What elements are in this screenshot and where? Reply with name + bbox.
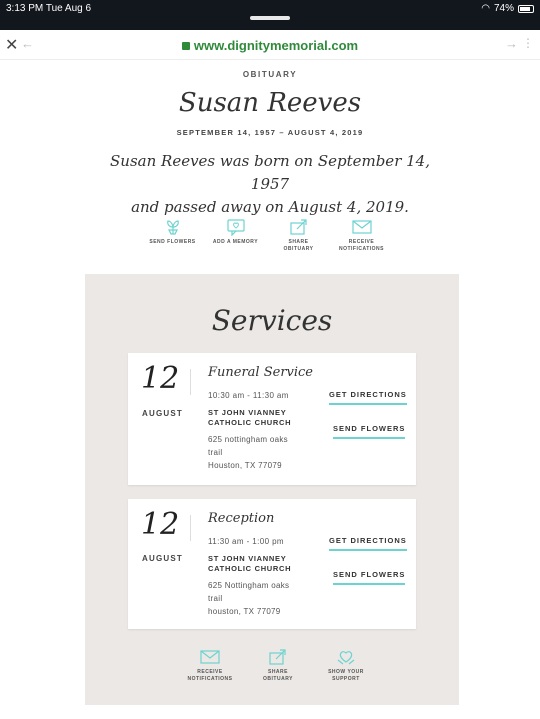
status-time: 3:13 PM Tue Aug 6 (6, 3, 92, 14)
more-icon[interactable]: ⋮ (522, 36, 534, 50)
lock-icon (182, 42, 190, 50)
service-day: 12 (141, 361, 180, 396)
service-location (208, 408, 318, 428)
share-obituary-action[interactable] (248, 648, 308, 683)
service-address (208, 433, 308, 472)
action-label: SHARE OBITUARY (283, 239, 314, 252)
send-flowers-link[interactable]: SEND FLOWERS (333, 424, 405, 439)
support-icon (336, 648, 356, 666)
location-line: CATHOLIC CHURCH (208, 564, 292, 573)
flowers-icon (163, 218, 183, 236)
service-day: 12 (141, 507, 180, 542)
location-line: ST JOHN VIANNEY (208, 554, 287, 563)
battery-percent: 74% (493, 3, 514, 14)
show-support-action[interactable] (316, 648, 376, 683)
send-flowers-action[interactable] (146, 218, 199, 253)
obituary-eyebrow: OBITUARY (242, 70, 298, 79)
share-icon (268, 648, 288, 666)
envelope-icon (352, 218, 372, 236)
address-line: trail (208, 448, 223, 457)
status-bar (0, 0, 540, 30)
action-label: SEND FLOWERS (149, 239, 196, 245)
action-label: RECEIVE NOTIFICATIONS (187, 669, 233, 682)
address-line: 625 Nottingham oaks (208, 581, 290, 590)
get-directions-link[interactable]: GET DIRECTIONS (329, 390, 407, 405)
service-month: AUGUST (142, 554, 183, 563)
address-line: houston, TX 77079 (208, 607, 281, 616)
address-line: 625 nottingham oaks (208, 435, 288, 444)
service-name: Funeral Service (208, 365, 314, 380)
obituary-actions (146, 218, 388, 253)
service-address (208, 579, 308, 618)
bio-line: Susan Reeves was born on September 14, 1957 (110, 152, 430, 193)
address-line: trail (208, 594, 223, 603)
forward-arrow-icon[interactable]: → (505, 36, 518, 51)
multitask-handle[interactable] (250, 16, 290, 20)
bio-line: and passed away on August 4, 2019. (131, 198, 409, 216)
service-card (128, 499, 416, 629)
service-time: 10:30 am - 11:30 am (208, 391, 289, 400)
deceased-name: Susan Reeves (178, 88, 362, 118)
share-obituary-action[interactable] (272, 218, 325, 253)
close-icon[interactable]: ✕ (5, 37, 19, 54)
services-actions (180, 648, 376, 683)
action-label: RECEIVE NOTIFICATIONS (338, 239, 384, 252)
card-divider (190, 369, 191, 395)
envelope-icon (200, 648, 220, 666)
service-card (128, 353, 416, 485)
service-location (208, 554, 318, 574)
wifi-icon: ◠ (481, 3, 490, 14)
services-title: Services (211, 304, 333, 337)
services-section (85, 274, 459, 705)
url-display[interactable] (0, 38, 540, 53)
location-line: CATHOLIC CHURCH (208, 418, 292, 427)
action-label: ADD A MEMORY (212, 239, 259, 245)
action-label: SHOW YOUR SUPPORT (328, 669, 364, 682)
location-line: ST JOHN VIANNEY (208, 408, 287, 417)
service-time: 11:30 am - 1:00 pm (208, 537, 284, 546)
action-label: SHARE OBITUARY (263, 669, 293, 682)
share-icon (289, 218, 309, 236)
life-dates: SEPTEMBER 14, 1957 – AUGUST 4, 2019 (176, 128, 364, 137)
status-right (481, 3, 534, 14)
address-line: Houston, TX 77079 (208, 461, 282, 470)
url-text: www.dignitymemorial.com (193, 38, 359, 53)
get-directions-link[interactable]: GET DIRECTIONS (329, 536, 407, 551)
add-memory-action[interactable] (209, 218, 262, 253)
receive-notifications-action[interactable] (180, 648, 240, 683)
service-month: AUGUST (142, 409, 183, 418)
send-flowers-link[interactable]: SEND FLOWERS (333, 570, 405, 585)
browser-url-bar (0, 30, 540, 60)
battery-icon (518, 5, 534, 13)
obituary-bio (100, 150, 440, 219)
back-arrow-icon[interactable]: ← (21, 36, 34, 51)
memory-icon (226, 218, 246, 236)
service-name: Reception (208, 511, 275, 526)
card-divider (190, 515, 191, 541)
receive-notifications-action[interactable] (335, 218, 388, 253)
